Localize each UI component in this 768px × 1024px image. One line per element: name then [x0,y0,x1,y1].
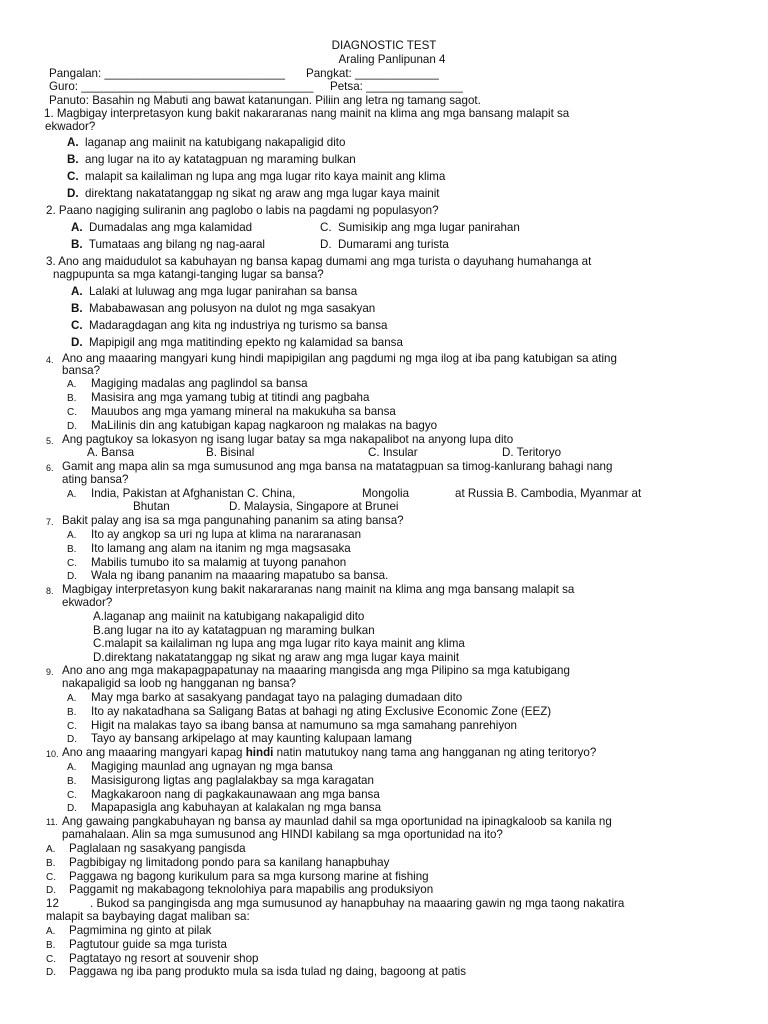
q8-number: 8. [46,586,54,596]
q9-letter-b: B. [67,707,77,718]
q11-letter-d: D. [46,885,56,896]
q11-number: 11. [46,817,58,827]
q12-stem: . Bukod sa pangingisda ang mga sumusunod ay hanapbuhay na maaaring gawin ng mga taong nakatira [90,897,625,910]
q11-letter-a: A. [46,844,56,855]
q9-option-a: May mga barko at sasakyang pandagat tayo na palaging dumadaan dito [91,691,463,704]
name-field: Pangalan: ____________________________ [49,67,285,80]
q7-stem: Bakit palay ang isa sa mga pangunahing pananim sa ating bansa? [62,514,404,527]
q7-option-c: Mabilis tumubo ito sa malamig at tuyong panahon [91,556,347,569]
q12-letter-b: B. [46,940,56,951]
q11-option-d: Paggamit ng makabagong teknolohiya para mapabilis ang produksiyon [69,883,434,896]
q9-letter-a: A. [67,693,77,704]
q10-letter-c: C. [67,790,77,801]
q7-letter-c: C. [67,558,77,569]
q3-option-a: A. Lalaki at luluwag ang mga lugar panirahan sa bansa [71,285,358,298]
q6-number: 6. [46,463,54,473]
q11-option-a: Paglalaan ng sasakyang pangisda [69,842,246,855]
instructions: Panuto: Basahin ng Mabuti ang bawat katanungan. Piliin ang letra ng tamang sagot. [49,94,481,107]
section-field: Pangkat: _____________ [306,67,439,80]
q7-number: 7. [46,517,54,527]
q10-number: 10. [46,749,59,759]
q5-option-a: A. Bansa [87,446,135,459]
q11-stem: Ang gawaing pangkabuhayan ng bansa ay maunlad dahil sa mga oportunidad na ipinagkaloob sa kanila ng [62,815,612,828]
q7-option-b: Ito lamang ang alam na itanim ng mga magsasaka [91,542,351,555]
q10-letter-b: B. [67,776,77,787]
q5-number: 5. [46,436,54,446]
q4-option-b: Masisira ang mga yamang tubig at titindi ang pagbaha [91,391,370,404]
q2-option-a: A. Dumadalas ang mga kalamidad [71,221,253,234]
q6-options-part3: at Russia B. Cambodia, Myanmar at [455,487,642,500]
q10-letter-d: D. [67,803,77,814]
q6-options-part1: India, Pakistan at Afghanistan C. China, [91,487,296,500]
q11-letter-b: B. [46,858,56,869]
q6-stem: Gamit ang mapa alin sa mga sumusunod ang mga bansa na matatagpuan sa timog-kanlurang bahagi nang [62,460,613,473]
q4-option-a: Magiging madalas ang paglindol sa bansa [91,377,308,390]
q9-option-b: Ito ay nakatadhana sa Saligang Batas at bahagi ng ating Exclusive Economic Zone (EEZ) [91,705,552,718]
q9-letter-d: D. [67,734,77,745]
q5-option-c: C. Insular [368,446,418,459]
q7-option-a: Ito ay angkop sa uri ng lupa at klima na nararanasan [91,528,362,541]
q9-option-c: Higit na malakas tayo sa ibang bansa at namumuno sa mga samahang panrehiyon [91,719,518,732]
q9-letter-c: C. [67,721,77,732]
q1-stem-cont: ekwador? [45,120,96,133]
q5-stem: Ang pagtukoy sa lokasyon ng isang lugar batay sa mga nakapalibot na anyong lupa dito [62,433,514,446]
q9-stem: Ano ano ang mga makapagpapatunay na maaaring mangisda ang mga Pilipino sa mga katubigang [62,664,570,677]
q11-stem-cont: pamahalaan. Alin sa mga sumusunod ang HINDI kabilang sa mga oportunidad na ito? [62,828,503,841]
document-subject: Araling Panlipunan 4 [338,53,446,66]
q8-stem: Magbigay interpretasyon kung bakit nakararanas nang mainit na klima ang mga bansang malapit sa [62,583,575,596]
q6-option-d: D. Malaysia, Singapore at Brunei [229,500,399,513]
q4-stem: Ano ang maaaring mangyari kung hindi mapipigilan ang pagdumi ng mga ilog at iba pang katubigan sa ating [62,352,617,365]
q2-option-d: D. Dumarami ang turista [320,238,449,251]
q10-option-b: Masisigurong ligtas ang paglalakbay sa mga karagatan [91,774,374,787]
q3-stem: 3. Ano ang maidudulot sa kabuhayan ng bansa kapag dumami ang mga turista o dayuhang humahanga at [46,255,592,268]
q1-option-a: A. laganap ang maiinit na katubigang nakapaligid dito [67,136,346,149]
q1-option-d: D. direktang nakatatanggap ng sikat ng araw ang mga lugar kaya mainit [67,187,440,200]
q5-option-d: D. Teritoryo [502,446,562,459]
q4-letter-a: A. [67,379,77,390]
q1-stem: 1. Magbigay interpretasyon kung bakit nakararanas nang mainit na klima ang mga bansang malapit sa [44,107,570,120]
q4-letter-d: D. [67,421,77,432]
q1-option-b: B. ang lugar na ito ay katatagpuan ng maraming bulkan [67,153,356,166]
q6-options-part4: Bhutan [133,500,170,513]
q10-emphasis: hindi [245,746,274,759]
q3-option-c: C. Madaragdagan ang kita ng industriya ng turismo sa bansa [71,319,388,332]
q8-option-d: D.direktang nakatatanggap ng sikat ng araw ang mga lugar kaya mainit [93,651,460,664]
q4-number: 4. [46,355,54,365]
q4-letter-b: B. [67,393,77,404]
q8-option-c: C.malapit sa kailaliman ng lupa ang mga lugar rito kaya mainit ang klima [93,637,465,650]
q12-option-b: Pagtutour guide sa mga turista [69,938,227,951]
q11-option-b: Pagbibigay ng limitadong pondo para sa kanilang hanapbuhay [69,856,390,869]
q4-option-d: MaLilinis din ang katubigan kapag nagkaroon ng malakas na bagyo [91,419,438,432]
q12-option-c: Pagtatayo ng resort at souvenir shop [69,952,259,965]
q7-letter-b: B. [67,544,77,555]
q8-option-b: B.ang lugar na ito ay katatagpuan ng maraming bulkan [93,624,375,637]
q12-letter-c: C. [46,954,56,965]
q12-option-a: Pagmimina ng ginto at pilak [69,924,212,937]
document-title: DIAGNOSTIC TEST [331,39,437,52]
q12-letter-d: D. [46,967,56,978]
q11-letter-c: C. [46,872,56,883]
q9-number: 9. [46,667,54,677]
q6-stem-cont: ating bansa? [62,473,129,486]
q8-option-a: A.laganap ang maiinit na katubigang nakapaligid dito [93,610,365,623]
teacher-field: Guro: ____________________________________ [49,80,314,93]
q10-letter-a: A. [67,762,77,773]
q4-option-c: Mauubos ang mga yamang mineral na makukuha sa bansa [91,405,396,418]
q4-stem-cont: bansa? [62,364,101,377]
q9-stem-cont: nakapaligid sa loob ng hangganan ng bansa? [62,677,297,690]
q11-option-c: Paggawa ng bagong kurikulum para sa mga kursong marine at fishing [69,870,429,883]
q4-letter-c: C. [67,407,77,418]
q2-option-c: C. Sumisikip ang mga lugar panirahan [320,221,520,234]
q12-option-d: Paggawa ng iba pang produkto mula sa isda tulad ng daing, bagoong at patis [69,965,467,978]
q2-stem: 2. Paano nagiging suliranin ang paglobo o labis na pagdami ng populasyon? [46,204,439,217]
date-field: Petsa: _______________ [330,80,463,93]
q7-letter-d: D. [67,571,77,582]
q12-stem-cont: malapit sa baybaying dagat maliban sa: [46,910,250,923]
q10-stem: Ano ang maaaring mangyari kapag hindi natin matutukoy nang tama ang hangganan ng ating teritoryo? [62,746,597,759]
q6-options-part2: Mongolia [362,487,410,500]
q10-option-a: Magiging maunlad ang ugnayan ng mga bansa [91,760,333,773]
q1-option-c: C. malapit sa kailaliman ng lupa ang mga lugar rito kaya mainit ang klima [67,170,446,183]
q3-option-d: D. Mapipigil ang mga matitinding epekto ng kalamidad sa bansa [71,336,403,349]
q7-letter-a: A. [67,530,77,541]
q10-option-d: Mapapasigla ang kabuhayan at kalakalan ng mga bansa [91,801,382,814]
q10-option-c: Magkakaroon nang di pagkakaunawaan ang mga bansa [91,788,380,801]
q3-option-b: B. Mababawasan ang polusyon na dulot ng mga sasakyan [71,302,376,315]
q2-option-b: B. Tumataas ang bilang ng nag-aaral [71,238,265,251]
q12-letter-a: A. [46,926,56,937]
q9-option-d: Tayo ay bansang arkipelago at may kaunting kalupaan lamang [91,732,412,745]
q3-stem-cont: nagpupunta sa mga katangi-tanging lugar sa bansa? [53,268,324,281]
q5-option-b: B. Bisinal [206,446,255,459]
q6-letter-a: A. [67,489,77,500]
q8-stem-cont: ekwador? [62,596,113,609]
q7-option-d: Wala ng ibang pananim na maaaring mapatubo sa bansa. [91,569,389,582]
q12-number: 12 [46,897,59,910]
